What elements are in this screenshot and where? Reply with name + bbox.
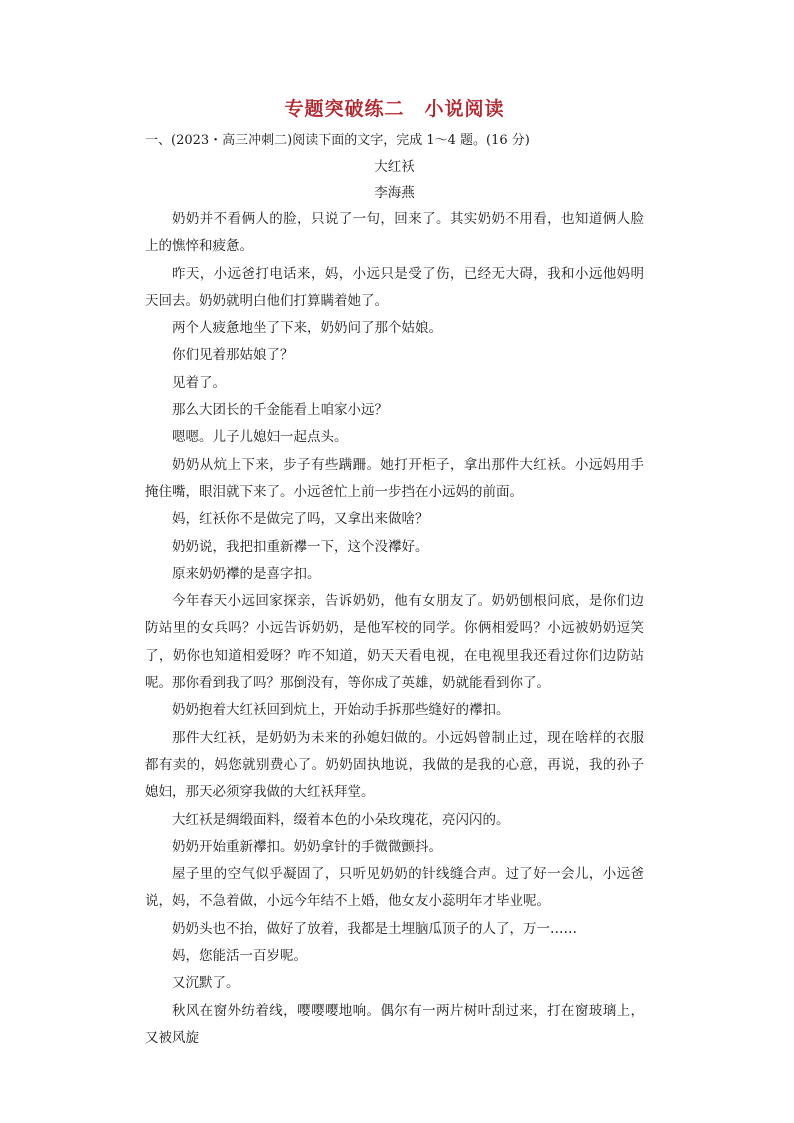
paragraph: 奶奶开始重新襻扣。奶奶拿针的手微微颤抖。 xyxy=(172,838,442,855)
story-author: 李海燕 xyxy=(374,185,415,201)
paragraph: 奶奶从炕上下来，步子有些蹒跚。她打开柜子，拿出那件大红袄。小远妈用手掩住嘴，眼泪就下来了。小远爸忙上前一步挡在小远妈的前面。 xyxy=(145,456,644,500)
paragraph: 那么大团长的千金能看上咱家小远？ xyxy=(172,402,388,419)
paragraph: 昨天，小远爸打电话来，妈，小远只是受了伤，已经无大碍，我和小远他妈明天回去。奶奶就明白他们打算瞒着她了。 xyxy=(145,265,644,309)
paragraph: 嗯嗯。儿子儿媳妇一起点头。 xyxy=(172,429,348,446)
paragraph: 秋风在窗外纺着线，嘤嘤嘤地响。偶尔有一两片树叶刮过来，打在窗玻璃上，又被风旋 xyxy=(145,1002,644,1046)
paragraph: 奶奶并不看俩人的脸，只说了一句，回来了。其实奶奶不用看，也知道俩人脸上的憔悴和疲惫。 xyxy=(145,211,644,255)
paragraph: 那件大红袄，是奶奶为未来的孙媳妇做的。小远妈曾制止过，现在啥样的衣服都有卖的，妈您就别费心了。奶奶固执地说，我做的是我的心意，再说，我的孙子媳妇，那天必须穿我做的大红袄拜堂。 xyxy=(145,729,644,801)
story-body xyxy=(145,206,644,1052)
story-title: 大红袄 xyxy=(374,159,415,175)
paragraph: 妈，您能活一百岁呢。 xyxy=(172,948,307,965)
paragraph: 今年春天小远回家探亲，告诉奶奶，他有女朋友了。奶奶刨根问底，是你们边防站里的女兵吗？小远告诉奶奶，是他军校的同学。你俩相爱吗？小远被奶奶逗笑了，奶你也知道相爱呀？咋不知道，奶天天看电视，在电视里我还看过你们边防站呢。那你看到我了吗？那倒没有，等你成了英雄，奶就能看到你了。 xyxy=(145,593,644,692)
paragraph: 见着了。 xyxy=(172,374,226,391)
paragraph: 两个人疲惫地坐了下来，奶奶问了那个姑娘。 xyxy=(172,320,442,337)
paragraph: 妈，红袄你不是做完了吗，又拿出来做啥？ xyxy=(172,511,429,528)
paragraph: 奶奶头也不抬，做好了放着，我都是土埋脑瓜顶子的人了，万一…… xyxy=(172,920,577,937)
paragraph: 奶奶说，我把扣重新襻一下，这个没襻好。 xyxy=(172,538,429,555)
paragraph: 原来奶奶襻的是喜字扣。 xyxy=(172,565,321,582)
question-instruction: 一、(2023・高三冲刺二)阅读下面的文字，完成 1～4 题。(16 分) xyxy=(145,133,530,148)
page-title: 专题突破练二 小说阅读 xyxy=(284,98,505,120)
paragraph: 奶奶抱着大红袄回到炕上，开始动手拆那些缝好的襻扣。 xyxy=(172,702,510,719)
paragraph: 屋子里的空气似乎凝固了，只听见奶奶的针线缝合声。过了好一会儿，小远爸说，妈，不急着做，小远今年结不上婚，他女友小蕊明年才毕业呢。 xyxy=(145,866,644,910)
paragraph: 你们见着那姑娘了？ xyxy=(172,347,294,364)
paragraph: 大红袄是绸缎面料，缀着本色的小朵玫瑰花，亮闪闪的。 xyxy=(172,811,510,828)
paragraph: 又沉默了。 xyxy=(172,975,240,992)
